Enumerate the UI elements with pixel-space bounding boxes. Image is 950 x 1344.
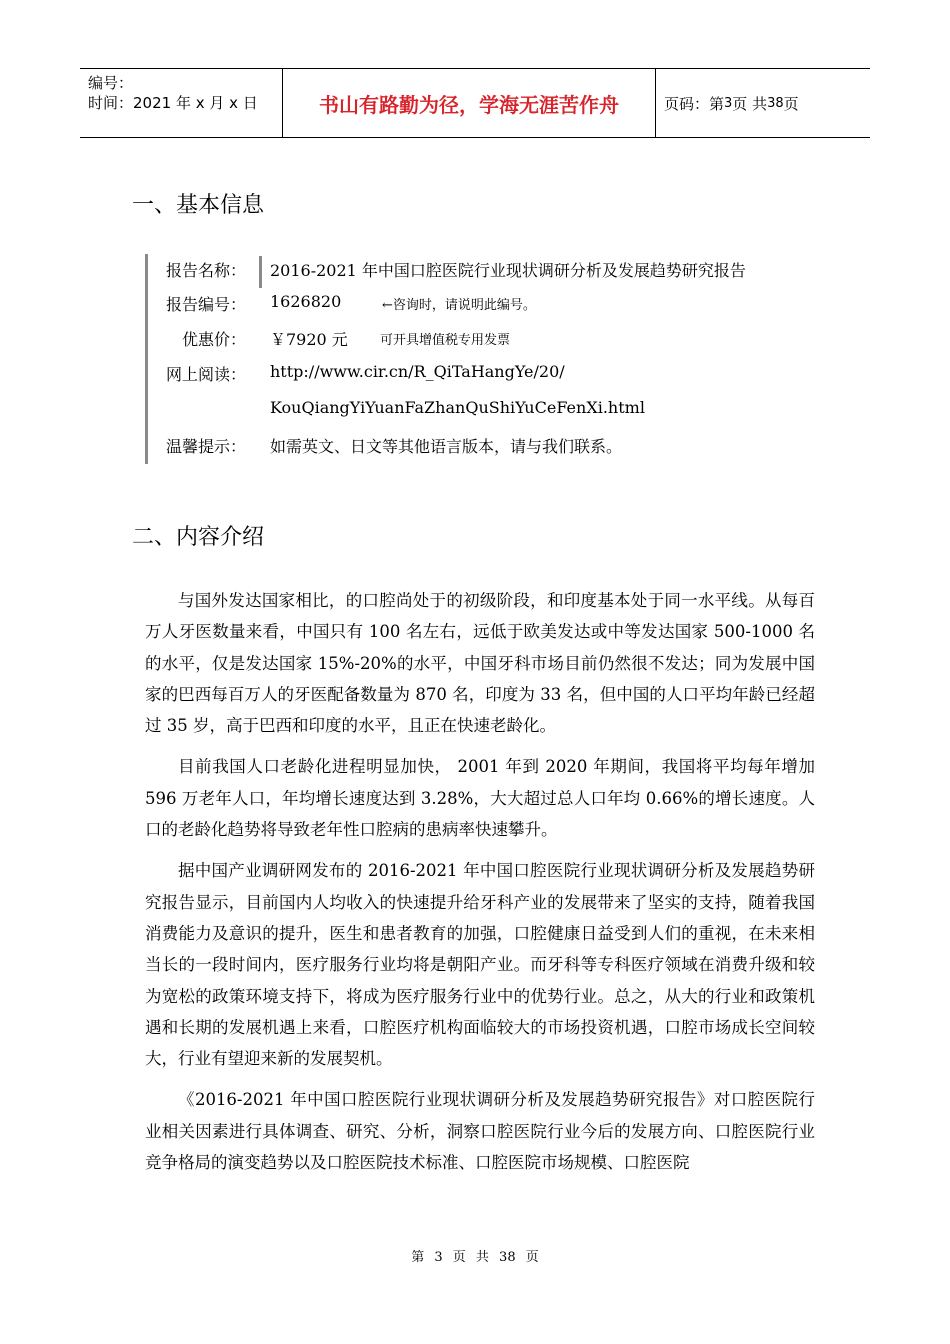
paragraph: 与国外发达国家相比，的口腔尚处于的初级阶段，和印度基本处于同一水平线。从每百万人牙医数量来看，中国只有 100 名左右，远低于欧美发达或中等发达国家 500-1000 名的水平，仅是发达国家 15%-20%的水平，中国牙科市场目前仍然很不发达；同为发展中国家的巴西每百万人的牙医配备数量为 870 名，印度为 33 名，但中国的人口平均年龄已经超过 35 岁，高于巴西和印度的水平，且正在快速老龄化。 [145,591,815,736]
page-current: 3 [724,95,733,111]
info-value: 1626820 [270,292,342,311]
paragraph: 《2016-2021 年中国口腔医院行业现状调研分析及发展趋势研究报告》对口腔医院行业相关因素进行具体调查、研究、分析，洞察口腔医院行业今后的发展方向、口腔医院行业竞争格局的演变趋势以及口腔医院技术标准、口腔医院市场规模、口腔医院 [145,1090,815,1173]
info-label: 报告名称： [165,261,246,280]
info-value: ￥7920 元 [270,330,348,349]
page-suffix: 页 [783,94,799,113]
document-number-label: 编号： [88,74,134,92]
content-body [145,585,815,1188]
page-total: 38 [767,95,784,111]
info-left-bar [145,254,148,464]
info-note: ←咨询时，请说明此编号。 [382,298,536,313]
info-title-marker [259,256,262,288]
info-label: 优惠价： [181,330,246,349]
info-label: 报告编号： [165,295,246,314]
paragraph: 据中国产业调研网发布的 2016-2021 年中国口腔医院行业现状调研分析及发展趋势研究报告显示，目前国内人均收入的快速提升给牙科产业的发展带来了坚实的支持，随着我国消费能力及意识的提升，医生和患者教育的加强，口腔健康日益受到人们的重视，在未来相当长的一段时间内，医疗服务行业均将是朝阳产业。而牙科等专科医疗领域在消费升级和较为宽松的政策环境支持下，将成为医疗服务行业中的优势行业。总之，从大的行业和政策机遇和长期的发展机遇上来看，口腔医疗机构面临较大的市场投资机遇，口腔市场成长空间较大，行业有望迎来新的发展契机。 [145,861,815,1069]
online-reading-link[interactable]: KouQiangYiYuanFaZhanQuShiYuCeFenXi.html [270,398,645,417]
page-header [80,68,870,138]
header-divider [655,69,656,137]
info-label: 温馨提示： [165,437,246,456]
info-note: 可开具增值税专用发票 [380,333,511,348]
page-prefix: 页码：第 [664,94,725,113]
online-reading-link[interactable]: http://www.cir.cn/R_QiTaHangYe/20/ [270,362,565,381]
section-title-content-intro: 二、内容介绍 [132,525,265,550]
header-page-info [664,69,799,137]
page-footer: 第 3 页 共 38 页 [411,1250,539,1265]
header-meta [88,73,283,113]
paragraph: 目前我国人口老龄化进程明显加快， 2001 年到 2020 年期间，我国将平均每年增加 596 万老年人口，年均增长速度达到 3.28%，大大超过总人口年均 0.66%的增长速度。人口的老龄化趋势将导致老年性口腔病的患病率快速攀升。 [145,757,815,840]
header-motto: 书山有路勤为径，学海无涯苦作舟 [319,92,619,117]
info-value: 2016-2021 年中国口腔医院行业现状调研分析及发展趋势研究报告 [270,261,746,280]
page-mid: 页 共 [732,94,768,113]
info-value: 如需英文、日文等其他语言版本，请与我们联系。 [270,437,623,456]
info-label: 网上阅读： [165,365,246,384]
section-title-basic-info: 一、基本信息 [132,193,265,218]
document-date: 时间：2021 年 x 月 x 日 [88,94,258,112]
